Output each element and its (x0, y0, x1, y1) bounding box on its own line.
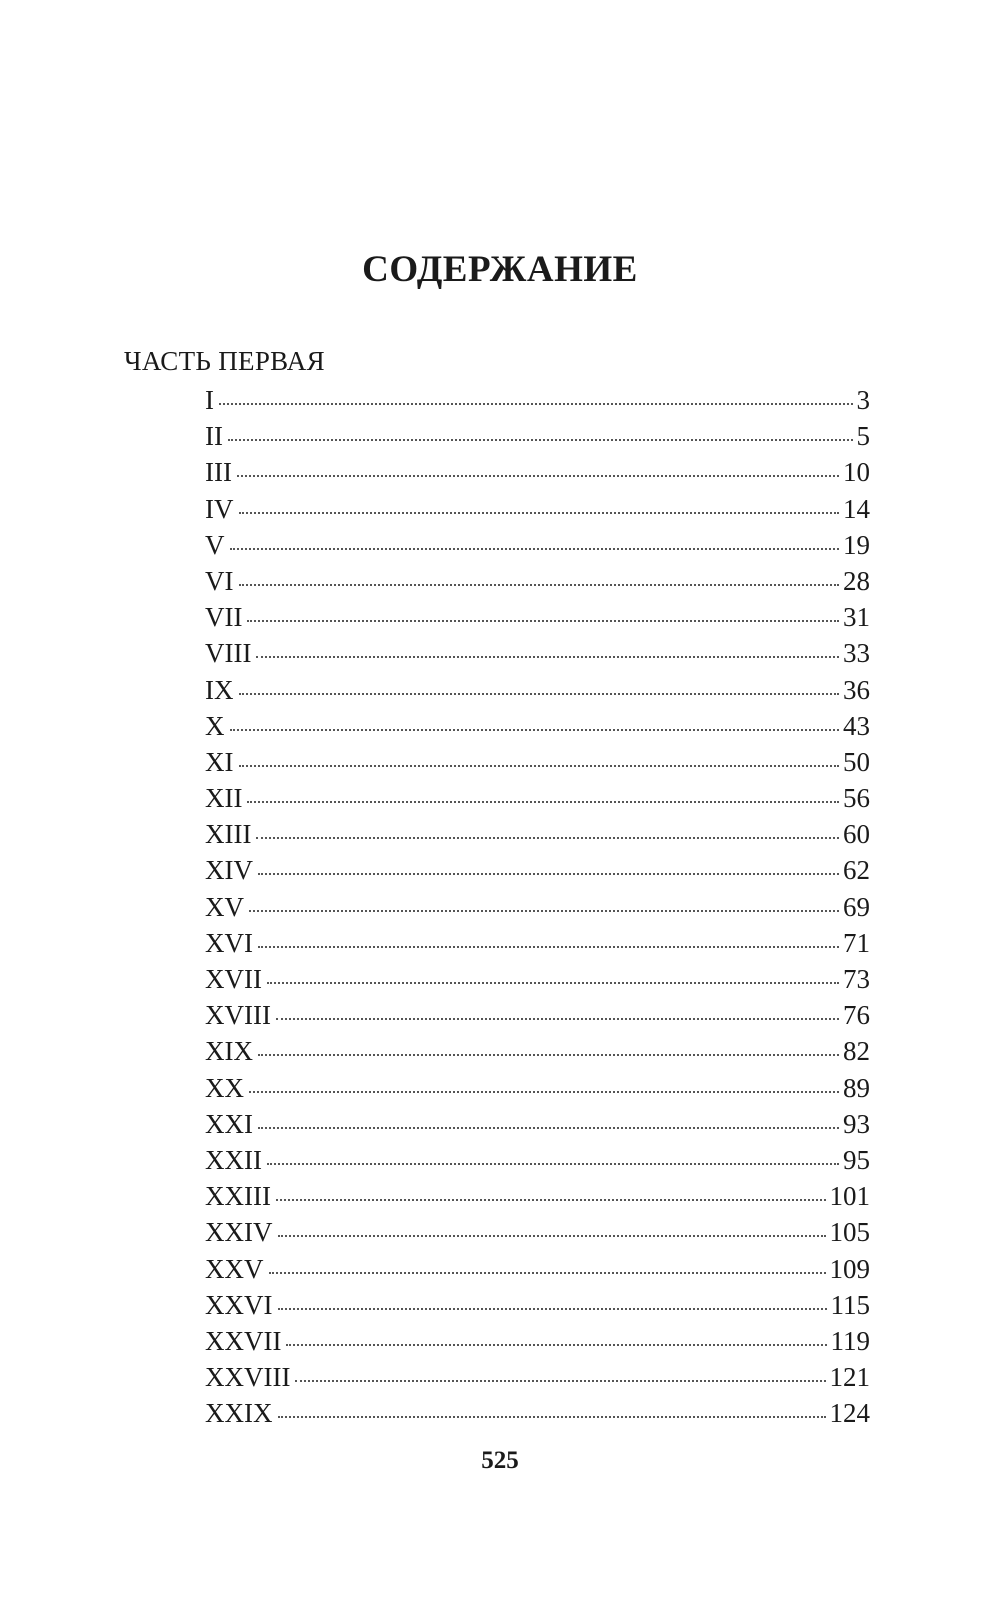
toc-entry-label: XIII (205, 819, 252, 850)
toc-entry (205, 925, 870, 961)
toc-entry-label: XI (205, 746, 234, 777)
toc-entry (205, 1178, 870, 1214)
toc-entry-page: 33 (843, 638, 870, 669)
dot-leader (239, 762, 840, 767)
dot-leader (295, 1377, 825, 1382)
toc-entry-label: XIX (205, 1036, 253, 1067)
page-title: СОДЕРЖАНИЕ (362, 249, 638, 290)
toc-entry (205, 382, 870, 418)
toc-entry (205, 454, 870, 490)
toc-entry-label: XXI (205, 1108, 253, 1139)
dot-leader (239, 509, 840, 514)
toc-entry (205, 1106, 870, 1142)
toc-entry (205, 1359, 870, 1395)
dot-leader (249, 1088, 839, 1093)
dot-leader (239, 581, 840, 586)
toc-entry (205, 1214, 870, 1250)
toc-entry-page: 119 (830, 1325, 870, 1356)
toc-entry-page: 19 (843, 529, 870, 560)
dot-leader (258, 870, 839, 875)
toc-entry-label: XVIII (205, 1000, 271, 1031)
toc-entry (205, 491, 870, 527)
toc-entry-label: XXVIII (205, 1362, 291, 1393)
dot-leader (256, 834, 839, 839)
toc-entry (205, 1142, 870, 1178)
toc-entry-page: 69 (843, 891, 870, 922)
toc-entry (205, 1251, 870, 1287)
toc-entry-page: 82 (843, 1036, 870, 1067)
toc-entry-label: XIV (205, 855, 253, 886)
dot-leader (278, 1305, 827, 1310)
toc-entry-page: 36 (843, 674, 870, 705)
dot-leader (249, 907, 839, 912)
part-heading: ЧАСТЬ ПЕРВАЯ (124, 346, 325, 376)
toc-entry-page: 56 (843, 783, 870, 814)
toc-entry-label: VIII (205, 638, 252, 669)
toc-entry-page: 95 (843, 1144, 870, 1175)
dot-leader (258, 1051, 839, 1056)
toc-entry-page: 115 (830, 1289, 870, 1320)
toc-entry-page: 121 (829, 1362, 870, 1393)
dot-leader (219, 400, 853, 405)
toc-entry-label: XXVII (205, 1325, 282, 1356)
toc-entry (205, 816, 870, 852)
toc-entry-label: V (205, 529, 225, 560)
dot-leader (247, 617, 839, 622)
toc-entry (205, 527, 870, 563)
dot-leader (258, 1124, 839, 1129)
toc-entry-page: 60 (843, 819, 870, 850)
toc-entry-label: XV (205, 891, 244, 922)
toc-entry-label: XX (205, 1072, 244, 1103)
toc-entry-label: XVI (205, 927, 253, 958)
dot-leader (228, 436, 853, 441)
toc-entry-label: VI (205, 565, 234, 596)
dot-leader (267, 1160, 839, 1165)
toc-entry (205, 672, 870, 708)
toc-entry (205, 1287, 870, 1323)
toc-entry (205, 889, 870, 925)
toc-entry-page: 89 (843, 1072, 870, 1103)
dot-leader (286, 1341, 826, 1346)
dot-leader (276, 1196, 826, 1201)
toc-entry (205, 708, 870, 744)
toc-entry-page: 3 (856, 385, 870, 415)
toc-entry-label: IX (205, 674, 234, 705)
dot-leader (247, 798, 839, 803)
toc-entry (205, 635, 870, 671)
table-of-contents (205, 382, 870, 1431)
dot-leader (239, 690, 840, 695)
dot-leader (256, 653, 839, 658)
toc-entry-page: 71 (843, 927, 870, 958)
dot-leader (230, 545, 840, 550)
toc-entry (205, 1070, 870, 1106)
toc-entry-label: III (205, 457, 232, 488)
toc-entry-page: 93 (843, 1108, 870, 1139)
toc-entry-label: XXV (205, 1253, 264, 1284)
toc-entry (205, 1033, 870, 1069)
toc-entry (205, 1395, 870, 1431)
toc-entry (205, 1323, 870, 1359)
page-number: 525 (481, 1447, 519, 1474)
toc-entry-label: IV (205, 493, 234, 524)
toc-entry-label: I (205, 385, 214, 415)
toc-entry-page: 31 (843, 602, 870, 633)
toc-entry (205, 744, 870, 780)
toc-entry-page: 28 (843, 565, 870, 596)
dot-leader (230, 726, 840, 731)
toc-entry-page: 5 (856, 421, 870, 452)
toc-entry-page: 14 (843, 493, 870, 524)
dot-leader (278, 1232, 826, 1237)
toc-entry-page: 76 (843, 1000, 870, 1031)
toc-entry-label: VII (205, 602, 243, 633)
toc-entry (205, 418, 870, 454)
dot-leader (258, 943, 839, 948)
toc-entry-label: XXII (205, 1144, 262, 1175)
toc-entry-page: 124 (829, 1398, 870, 1429)
toc-entry-page: 101 (829, 1181, 870, 1212)
toc-entry-label: XXIII (205, 1181, 271, 1212)
dot-leader (278, 1413, 826, 1418)
toc-entry-page: 109 (829, 1253, 870, 1284)
toc-entry-label: II (205, 421, 223, 452)
toc-entry (205, 563, 870, 599)
toc-entry-page: 73 (843, 964, 870, 994)
toc-entry-label: XII (205, 783, 243, 814)
toc-entry-label: XVII (205, 964, 262, 994)
toc-entry (205, 997, 870, 1033)
toc-entry (205, 961, 870, 997)
toc-entry (205, 780, 870, 816)
toc-entry-label: XXVI (205, 1289, 273, 1320)
toc-entry-page: 105 (829, 1217, 870, 1248)
dot-leader (267, 979, 839, 984)
toc-entry-page: 43 (843, 710, 870, 741)
dot-leader (269, 1269, 826, 1274)
toc-entry-page: 62 (843, 855, 870, 886)
dot-leader (237, 472, 839, 477)
toc-entry-label: XXIX (205, 1398, 273, 1429)
toc-entry-label: X (205, 710, 225, 741)
toc-entry-page: 10 (843, 457, 870, 488)
toc-entry-page: 50 (843, 746, 870, 777)
toc-entry-label: XXIV (205, 1217, 273, 1248)
dot-leader (276, 1015, 839, 1020)
toc-entry (205, 599, 870, 635)
toc-entry (205, 852, 870, 888)
